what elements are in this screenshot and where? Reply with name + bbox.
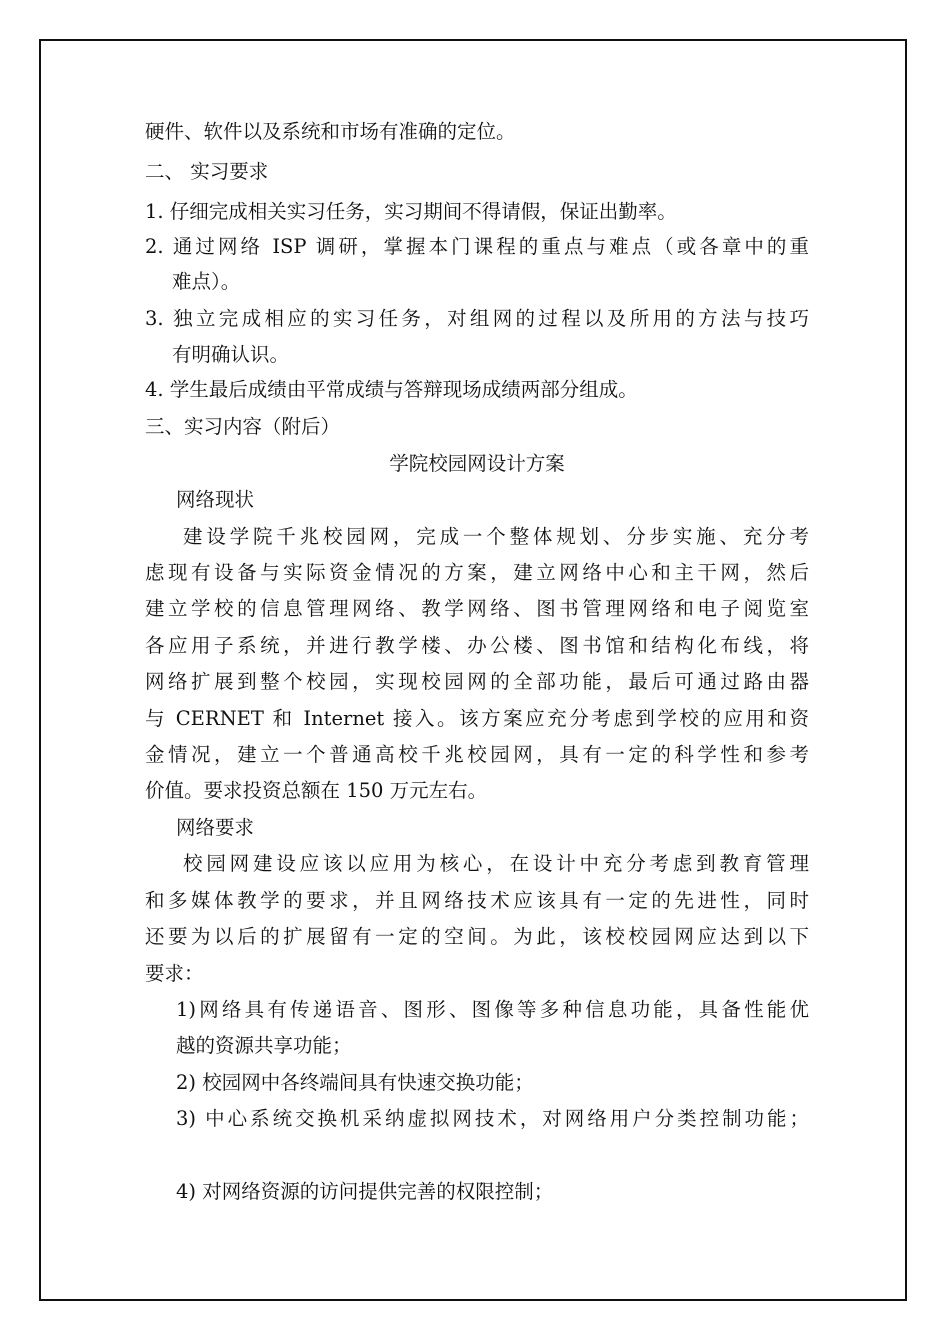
list-item-continuation: 越的资源共享功能； [176, 1034, 352, 1057]
paragraph-line: 虑现有设备与实际资金情况的方案，建立网络中心和主干网，然后 [145, 561, 809, 584]
subsection-heading: 网络现状 [176, 488, 255, 511]
list-item: 4) 对网络资源的访问提供完善的权限控制； [176, 1180, 554, 1203]
text-line: 硬件、软件以及系统和市场有准确的定位。 [145, 120, 516, 143]
paragraph-line: 建设学院千兆校园网，完成一个整体规划、分步实施、充分考 [183, 525, 809, 548]
paragraph-line: 要求： [145, 962, 204, 985]
subsection-heading: 网络要求 [176, 816, 255, 839]
list-item-continuation: 有明确认识。 [172, 343, 290, 366]
list-item: 3. 独立完成相应的实习任务，对组网的过程以及所用的方法与技巧 [145, 307, 809, 330]
list-item: 4. 学生最后成绩由平常成绩与答辩现场成绩两部分组成。 [145, 378, 638, 401]
list-item: 2. 通过网络 ISP 调研，掌握本门课程的重点与难点（或各章中的重 [145, 235, 809, 258]
section-heading: 二、 实习要求 [145, 160, 269, 183]
list-item: 3) 中心系统交换机采纳虚拟网技术，对网络用户分类控制功能； [176, 1107, 809, 1130]
document-title: 学院校园网设计方案 [389, 452, 565, 475]
section-heading: 三、实习内容（附后） [145, 415, 341, 438]
paragraph-line: 网络扩展到整个校园，实现校园网的全部功能，最后可通过路由器 [145, 670, 809, 693]
paragraph-line: 价值。要求投资总额在 150 万元左右。 [145, 779, 488, 802]
list-item: 1. 仔细完成相关实习任务，实习期间不得请假，保证出勤率。 [145, 200, 677, 223]
paragraph-line: 与 CERNET 和 Internet 接入。该方案应充分考虑到学校的应用和资 [145, 707, 809, 730]
paragraph-line: 还要为以后的扩展留有一定的空间。为此，该校校园网应达到以下 [145, 925, 809, 948]
paragraph-line: 校园网建设应该以应用为核心，在设计中充分考虑到教育管理 [183, 852, 809, 875]
paragraph-line: 金情况，建立一个普通高校千兆校园网，具有一定的科学性和参考 [145, 743, 809, 766]
list-item: 1)网络具有传递语音、图形、图像等多种信息功能，具备性能优 [176, 998, 809, 1021]
paragraph-line: 各应用子系统，并进行教学楼、办公楼、图书馆和结构化布线，将 [145, 634, 809, 657]
list-item-continuation: 难点）。 [172, 270, 241, 293]
list-item: 2) 校园网中各终端间具有快速交换功能； [176, 1071, 534, 1094]
paragraph-line: 和多媒体教学的要求，并且网络技术应该具有一定的先进性，同时 [145, 889, 809, 912]
paragraph-line: 建立学校的信息管理网络、教学网络、图书管理网络和电子阅览室 [145, 597, 809, 620]
